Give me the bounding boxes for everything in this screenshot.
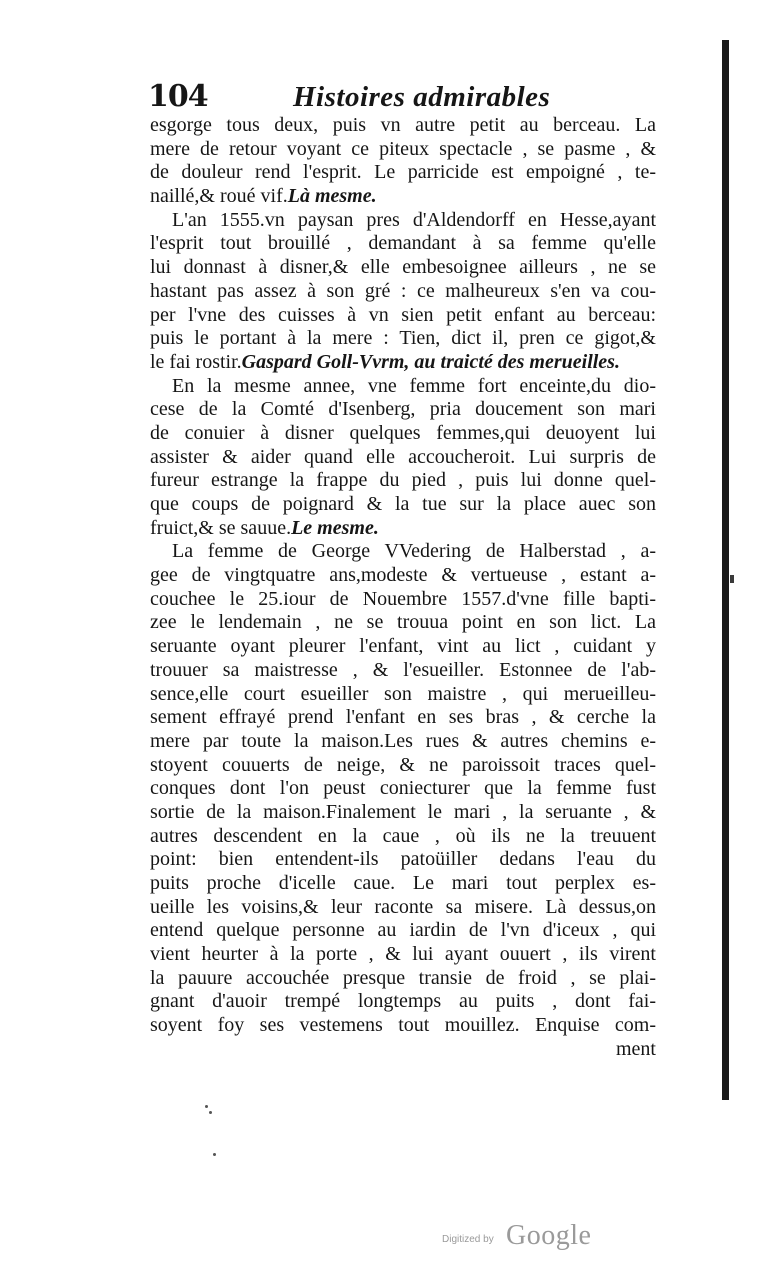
text-line: stoyent couuerts de neige, & ne paroissoit traces quel- [150,753,656,776]
text-line: sement effrayé prend l'enfant en ses bras , & cerche la [150,706,656,729]
digitization-watermark [442,1220,612,1256]
paragraph-start: La femme de George VVedering de Halberstad , a- [172,540,656,563]
text-line [150,351,656,375]
text-line: que coups de poignard & la tue sur la place auec son [150,493,656,515]
page-number: 104 [148,79,208,114]
text-line: hastant pas assez à son gré : ce malheureux s'en va cou- [150,279,656,302]
page-header [148,80,658,114]
text-line: sortie de la maison.Finalement le mari , la seruante , & [150,800,656,823]
ink-speck [209,1111,212,1114]
citation: Gaspard Goll-Vvrm, au traicté des merueilles. [241,350,620,373]
citation: Là mesme. [287,185,377,208]
text-line [150,185,656,209]
citation: Le mesme. [291,516,379,539]
text-line: fureur estrange la frappe du pied , puis lui donne quel- [150,469,656,492]
text-line [150,517,656,541]
text-line: l'esprit tout brouillé , demandant à sa femme qu'elle [150,232,656,255]
text-line: de conuier à disner quelques femmes,qui deuoyent lui [150,421,656,444]
text-line: gnant d'auoir trempé longtemps au puits , dont fai- [150,990,656,1013]
page-edge-shadow [722,40,729,1100]
text-line: gee de vingtquatre ans,modeste & vertueuse , estant a- [150,564,656,587]
text-line: conques dont l'on peust coniecturer que la femme fust [150,777,656,800]
text-line: zee le lendemain , ne se trouua point en son lict. La [150,611,656,634]
text-line: trouuer sa maistresse , & l'esueiller. Estonnee de l'ab- [150,658,656,681]
text-line-content: naillé,& roué vif. [150,185,288,208]
text-line: ueille les voisins,& leur raconte sa misere. Là dessus,on [150,895,656,918]
watermark-logo: Google [506,1220,592,1251]
text-line: couchee le 25.iour de Nouembre 1557.d'vne fille bapti- [150,587,656,610]
text-line: esgorge tous deux, puis vn autre petit au berceau. La [150,114,656,136]
text-line: per l'vne des cuisses à vn sien petit enfant au berceau: [150,303,656,326]
paragraph-start: En la mesme annee, vne femme fort enceinte,du dio- [172,374,656,397]
text-line-content: le fai rostir. [150,350,242,373]
text-line: seruante oyant pleurer l'enfant, vint au lict , cuidant y [150,635,656,658]
catchword: ment [616,1037,656,1060]
text-line: de douleur rend l'esprit. Le parricide est empoigné , te- [150,161,656,184]
text-line-content: fruict,& se sauue. [150,516,292,539]
text-line: puits proche d'icelle caue. Le mari tout perplex es- [150,872,656,894]
text-line: puis le portant à la mere : Tien, dict il, pren ce gigot,& [150,327,656,350]
text-line: point: bien entendent-ils patoüiller dedans l'eau du [150,848,656,871]
watermark-prefix: Digitized by [442,1234,494,1245]
text-line: assister & aider quand elle accoucheroit. Lui surpris de [150,445,656,468]
ink-speck [205,1105,208,1108]
text-line: sence,elle court esueiller son maistre , qui merueilleu- [150,682,656,705]
text-line: soyent foy ses vestemens tout mouillez. Enquise com- [150,1014,656,1037]
body-text [150,114,656,1062]
text-line: la pauure accouchée presque transie de froid , se plai- [150,966,656,989]
text-line: lui donnast à disner,& elle embesoignee ailleurs , ne se [150,256,656,279]
running-title: Histoires admirables [293,81,551,113]
paragraph-start: L'an 1555.vn paysan pres d'Aldendorff en Hesse,ayant [172,208,656,231]
margin-speck [730,575,734,583]
ink-speck [213,1153,216,1156]
text-line: autres descendent en la caue , où ils ne la treuuent [150,824,656,847]
text-line: mere par toute la maison.Les rues & autres chemins e- [150,729,656,752]
text-line: vient heurter à la porte , & lui ayant ouuert , ils virent [150,943,656,966]
text-line: mere de retour voyant ce piteux spectacle , se pasme , & [150,137,656,160]
text-line: cese de la Comté d'Isenberg, pria doucement son mari [150,398,656,421]
text-line: entend quelque personne au iardin de l'vn d'iceux , qui [150,919,656,942]
